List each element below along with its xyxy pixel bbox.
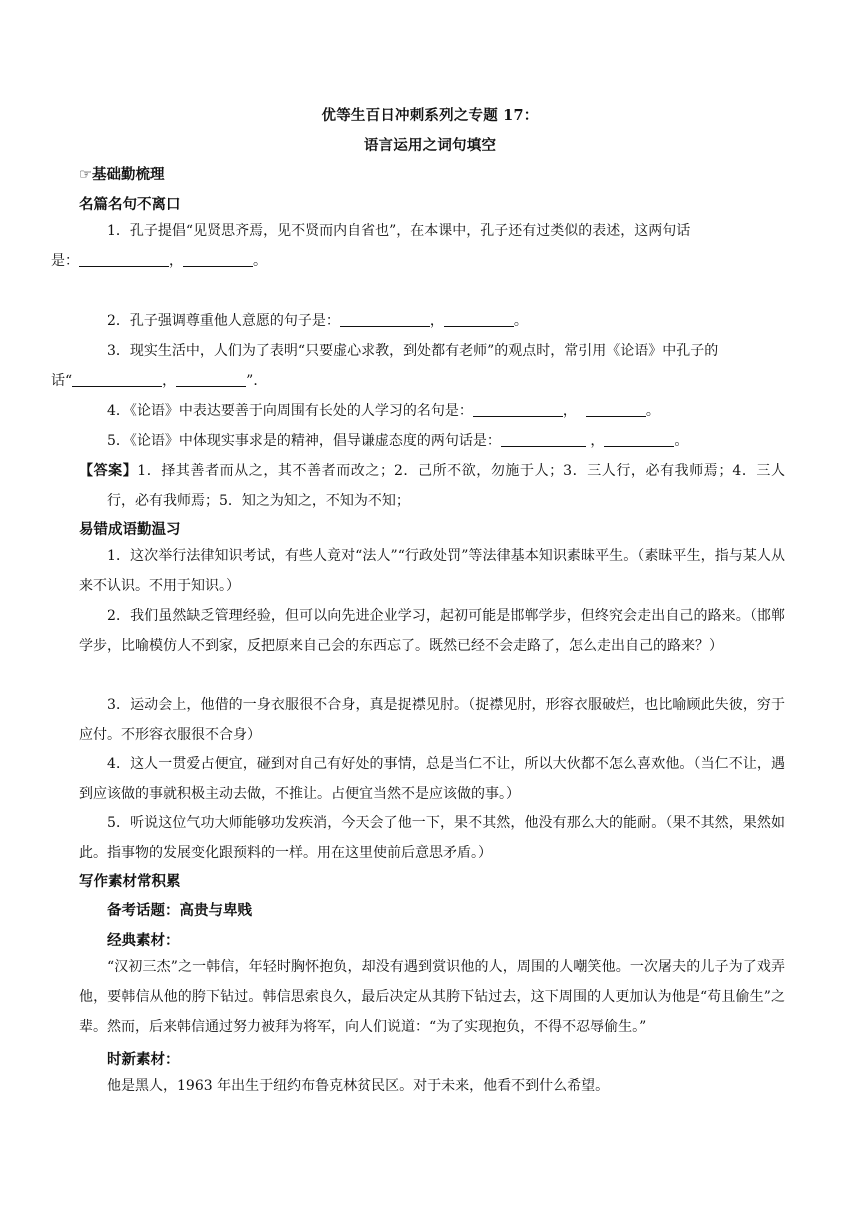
answer-block bbox=[79, 456, 785, 516]
section-idioms: 易错成语勤温习 bbox=[79, 522, 181, 538]
answer-blank[interactable] bbox=[501, 432, 586, 447]
answer-blank[interactable] bbox=[604, 432, 674, 447]
section-writing-material: 写作素材常积累 bbox=[79, 874, 181, 890]
answer-tag: 【答案】 bbox=[79, 463, 138, 479]
idiom-item-4: 4．这人一贯爱占便宜，碰到对自己有好处的事情，总是当仁不让，所以大伙都不怎么喜欢他。（当仁不让，遇到应该做的事就积极主动去做，不推让。占便宜当然不是应该做的事。） bbox=[79, 756, 785, 802]
doc-title-line2: 语言运用之词句填空 bbox=[363, 137, 497, 154]
answer-blank[interactable] bbox=[79, 252, 169, 267]
idiom-item-2: 2．我们虽然缺乏管理经验，但可以向先进企业学习，起初可能是邯郸学步，但终究会走出自己的路来。（邯郸学步，比喻模仿人不到家，反把原来自己会的东西忘了。既然已经不会走路了，怎么走出自己的路来？） bbox=[79, 608, 785, 654]
idiom-item-5: 5．听说这位气功大师能够功发疾消，今天会了他一下，果不其然，他没有那么大的能耐。（果不其然，果然如此。指事物的发展变化跟预料的一样。用在这里使前后意思矛盾。） bbox=[79, 815, 785, 861]
answer-blank[interactable] bbox=[444, 312, 514, 327]
answer-blank[interactable] bbox=[473, 402, 563, 417]
answer-blank[interactable] bbox=[176, 372, 246, 387]
classic-material-text: “汉初三杰”之一韩信，年轻时胸怀抱负，却没有遇到赏识他的人，周围的人嘲笑他。一次屠夫的儿子为了戏弄他，要韩信从他的胯下钻过。韩信思索良久，最后决定从其胯下钻过去，这下周围的人更加认为他是“苟且偷生”之辈。然而，后来韩信通过努力被拜为将军，向人们说道：“为了实现抱负，不得不忍辱偷生。” bbox=[79, 959, 785, 1035]
question-5: 5．《论语》中体现实事求是的精神，倡导谦虚态度的两句话是： ， 。 bbox=[107, 433, 689, 449]
question-2: 2．孔子强调尊重他人意愿的句子是： ， 。 bbox=[107, 313, 528, 329]
answer-blank[interactable] bbox=[586, 402, 646, 417]
answer-blank[interactable] bbox=[183, 252, 253, 267]
topic-label: 备考话题：高贵与卑贱 bbox=[107, 903, 252, 919]
section-famous-quotes: 名篇名句不离口 bbox=[79, 197, 181, 213]
answer-blank[interactable] bbox=[340, 312, 430, 327]
question-4: 4．《论语》中表达要善于向周围有长处的人学习的名句是： ， 。 bbox=[107, 403, 660, 419]
question-1: 1．孔子提倡“见贤思齐焉，见不贤而内自省也”，在本课中，孔子还有过类似的表述，这两句话 是： ， 。 bbox=[51, 223, 691, 269]
answer-blank[interactable] bbox=[72, 372, 162, 387]
answer-text: 1．择其善者而从之，其不善者而改之；2．己所不欲，勿施于人；3．三人行，必有我师焉；4．三人行，必有我师焉；5．知之为知之，不知为不知； bbox=[107, 463, 785, 509]
section-basic-review: ☞基础勤梳理 bbox=[79, 167, 165, 183]
idiom-item-3: 3．运动会上，他借的一身衣服很不合身，真是捉襟见肘。（捉襟见肘，形容衣服破烂，也比喻顾此失彼，穷于应付。不形容衣服很不合身） bbox=[79, 697, 785, 743]
modern-material-label: 时新素材： bbox=[107, 1052, 180, 1068]
idiom-item-1: 1．这次举行法律知识考试，有些人竟对“法人”“行政处罚”等法律基本知识素昧平生。（素昧平生，指与某人从来不认识。不用于知识。） bbox=[79, 548, 785, 594]
modern-material-text: 他是黑人，1963 年出生于纽约布鲁克林贫民区。对于未来，他看不到什么希望。 bbox=[107, 1078, 610, 1094]
doc-title-line1: 优等生百日冲刺系列之专题 17： bbox=[321, 107, 539, 124]
question-3: 3．现实生活中，人们为了表明“只要虚心求教，到处都有老师”的观点时，常引用《论语》中孔子的 话“ ， ”． bbox=[51, 343, 719, 389]
classic-material-label: 经典素材： bbox=[107, 933, 180, 949]
